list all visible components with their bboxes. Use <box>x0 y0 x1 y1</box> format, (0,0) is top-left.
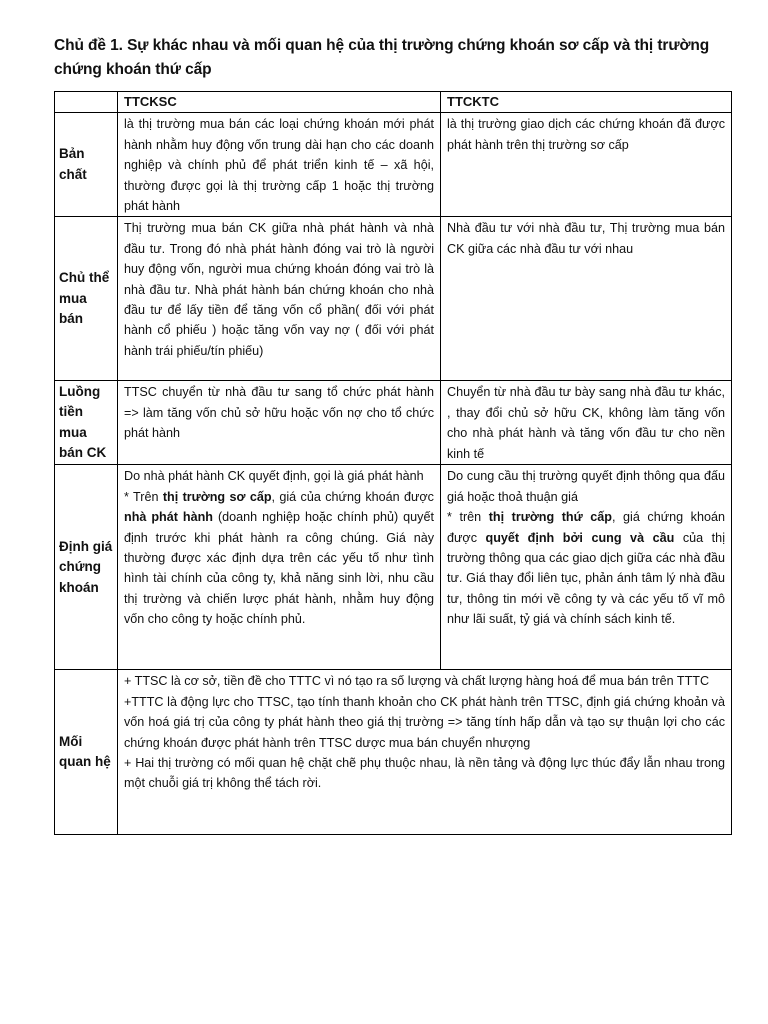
row-label-dinh-gia: Định giá chứng khoán <box>55 465 118 670</box>
text-run: , giá của chứng khoán được <box>271 489 434 504</box>
relation-line: +TTTC là động lực cho TTSC, tạo tính thanh khoản cho CK phát hành trên TTSC, định giá chứng khoản và vốn hoá giá trị của công ty phát hành theo giá thị trường => tăng tính hấp dẫn và tạo sự thuận lợi cho các chứng khoán được phát hành trên TTSC dược mua bán chuyển nhượng <box>124 694 725 750</box>
cell-chu-the-primary: Thị trường mua bán CK giữa nhà phát hành và nhà đầu tư. Trong đó nhà phát hành đóng vai trò là người huy động vốn, người mua chứng khoán đóng vai trò là nhà đầu tư. Nhà phát hành bán chứng khoán cho nhà đầu tư để lấy tiền để tăng vốn cổ phần( đối với phát hành cổ phiếu ) hoặc tăng vốn vay nợ ( đối với phát hành trái phiếu/tín phiếu) <box>118 217 441 381</box>
row-label-moi-quan-he: Mối quan hệ <box>55 670 118 835</box>
relation-line: + Hai thị trường có mối quan hệ chặt chẽ phụ thuộc nhau, là nền tảng và động lực thúc đẩy lẫn nhau trong một chuỗi giá trị không thể tách rời. <box>124 756 725 791</box>
dinh-gia-primary-intro: Do nhà phát hành CK quyết định, gọi là giá phát hành <box>124 469 424 484</box>
header-ttcktc: TTCKTC <box>441 92 732 113</box>
table-row-dinh-gia <box>55 465 732 670</box>
table-row-moi-quan-he <box>55 670 732 835</box>
text-run: * Trên <box>124 489 163 504</box>
text-run: của thị trường thông qua các giao dịch giữa các nhà đầu tư. Giá thay đổi liên tục, phản ánh tâm lý nhà đầu tư, thông tin mới về công ty và các yếu tố vĩ mô như lãi suất, tỷ giá và chính sách kinh tế. <box>447 530 725 627</box>
text-run: (doanh nghiệp hoặc chính phủ) quyết định trước khi phát hành ra công chúng. Giá này thường được xác định dựa trên các yếu tố như tình hình tài chính của công ty, khả năng sinh lời, nhu cầu thị trường và chiến lược phát hành, nhằm huy động vốn cho công ty hoặc chính phủ. <box>124 510 434 627</box>
dinh-gia-secondary-detail <box>447 507 725 629</box>
table-row-ban-chat <box>55 113 732 217</box>
relation-line: + TTSC là cơ sở, tiền đề cho TTTC vì nó tạo ra số lượng và chất lượng hàng hoá để mua bán trên TTTC <box>124 674 710 689</box>
cell-dinh-gia-primary <box>118 465 441 670</box>
cell-ban-chat-secondary: là thị trường giao dịch các chứng khoán đã được phát hành trên thị trường sơ cấp <box>441 113 732 217</box>
bold-run: thị trường sơ cấp <box>162 489 272 504</box>
row-label-luong-tien: Luồng tiền mua bán CK <box>55 381 118 465</box>
cell-ban-chat-primary: là thị trường mua bán các loại chứng khoán mới phát hành nhằm huy động vốn trung dài hạn cho các doanh nghiệp và chính phủ để phát triển kinh tế – xã hội, thường được gọi là thị trường cấp 1 hoặc thị trường phát hành <box>118 113 441 217</box>
bold-run: nhà phát hành <box>124 510 213 525</box>
header-ttcksc: TTCKSC <box>118 92 441 113</box>
cell-chu-the-secondary: Nhà đầu tư với nhà đầu tư, Thị trường mua bán CK giữa các nhà đầu tư với nhau <box>441 217 732 381</box>
dinh-gia-primary-detail <box>124 487 434 630</box>
table-row-luong-tien <box>55 381 732 465</box>
bold-run: thị trường thứ cấp <box>488 510 612 525</box>
table-header-row <box>55 92 732 113</box>
text-run: * trên <box>447 510 489 525</box>
cell-luong-tien-primary: TTSC chuyển từ nhà đầu tư sang tổ chức phát hành => làm tăng vốn chủ sở hữu hoặc vốn nợ cho tổ chức phát hành <box>118 381 441 465</box>
text-run: , giá chứng khoán được <box>447 510 725 545</box>
table-row-chu-the <box>55 217 732 381</box>
document <box>54 34 730 835</box>
cell-luong-tien-secondary: Chuyển từ nhà đầu tư bày sang nhà đầu tư khác, , thay đổi chủ sở hữu CK, không làm tăng vốn cho nhà phát hành và tăng vốn đầu tư cho nền kinh tế <box>441 381 732 465</box>
cell-dinh-gia-secondary <box>441 465 732 670</box>
bold-run: quyết định bởi cung và cầu <box>485 530 675 545</box>
row-label-chu-the: Chủ thể mua bán <box>55 217 118 381</box>
comparison-table <box>54 91 732 835</box>
header-empty-cell <box>55 92 118 113</box>
row-label-ban-chat: Bản chất <box>55 113 118 217</box>
cell-moi-quan-he <box>118 670 732 835</box>
document-title: Chủ đề 1. Sự khác nhau và mối quan hệ của thị trường chứng khoán sơ cấp và thị trường chứng khoán thứ cấp <box>54 37 710 78</box>
dinh-gia-secondary-intro: Do cung cầu thị trường quyết định thông qua đấu giá hoặc thoả thuận giá <box>447 469 725 504</box>
